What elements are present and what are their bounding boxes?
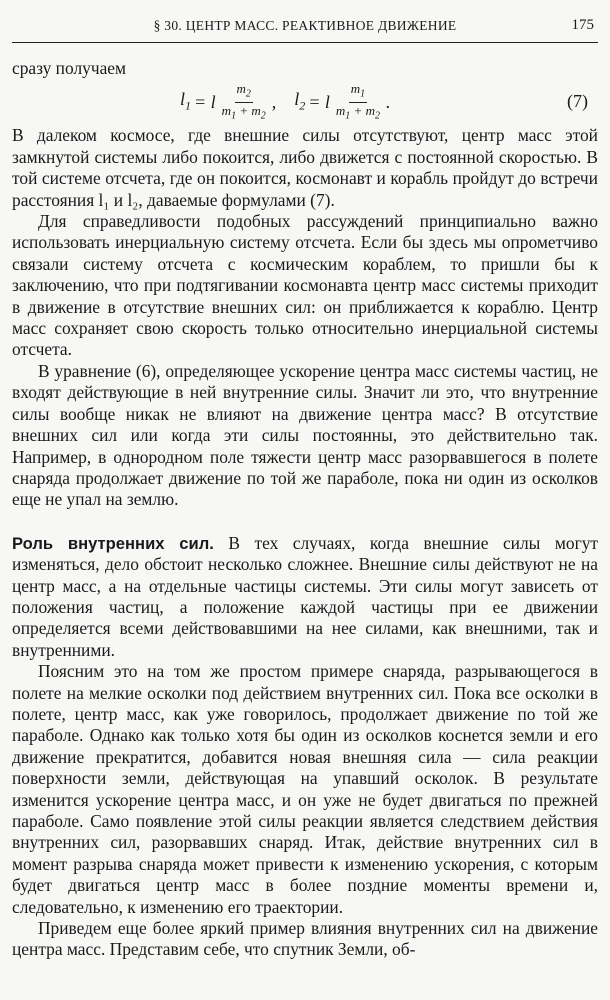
- paragraph: Для справедливости подобных рассуждений принципиально важно использовать инерциальную систему отсчета. Если бы здесь мы опрометчиво связали систему отсчета с космическим кораблем, то пришли бы к заключению, что при подтягивании космонавта центр масс системы приходит в движение в отсутствие внешних сил: он приближается к кораблю. Центр масс сохраняет свою скорость только относительно инерциальной системы отсчета.: [12, 211, 598, 360]
- formula-eq1-rhs: = l: [194, 92, 216, 113]
- equation-7: [12, 81, 598, 125]
- running-header: [12, 12, 598, 43]
- formula: $l_1$ = l $\frac{m_2}{m_1 + m_2}$ , $l_2$ = l $\frac{m_1}{m_1 + m_2}$ .: [180, 81, 390, 124]
- paragraph: В уравнение (6), определяющее ускорение центра масс системы частиц, не входят действующие в ней внутренние силы. Значит ли это, что внутренние силы вообще никак не влияют на движение центра масс? В отсутствие внешних сил или когда эти силы постоянны, это действительно так. Например, в однородном поле тяжести центр масс разорвавшегося в полете снаряда продолжает движение по той же параболе, пока ни один из осколков еще не упал на землю.: [12, 360, 598, 510]
- header-title: § 30. ЦЕНТР МАСС. РЕАКТИВНОЕ ДВИЖЕНИЕ: [153, 18, 457, 33]
- section-heading: Роль внутренних сил.: [12, 533, 214, 553]
- paragraph: В далеком космосе, где внешние силы отсутствуют, центр масс этой замкнутой системы либо покоится, либо движется с постоянной скоростью. В той системе отсчета, где он покоится, космонавт и корабль пройдут до встречи расстояния l₁ и l₂, даваемые формулами (7).: [12, 125, 598, 210]
- formula-l2: $l_2$: [294, 89, 306, 113]
- paragraph: Приведем еще более яркий пример влияния внутренних сил на движение центра масс. Представим себе, что спутник Земли, об-: [12, 918, 598, 960]
- lead-text: сразу получаем: [12, 58, 127, 78]
- page-number: 175: [571, 17, 594, 33]
- formula-eq2-rhs: = l: [308, 92, 330, 113]
- paragraph: Поясним это на том же простом примере снаряда, разрывающегося в полете на мелкие осколки под действием внутренних сил. Пока все осколки в полете, центр масс, как уже говорилось, продолжает движение по той же параболе. Однако как только хотя бы один из осколков коснется земли и его движение прекратится, добавится новая внешняя сила — сила реакции поверхности земли, действующая на упавший осколок. В результате изменится ускорение центра масс, и он уже не будет двигаться по прежней параболе. Само появление этой силы реакции является следствием действия внутренних сил, разорвавших снаряд. Итак, действие внутренних сил в момент разрыва снаряда может привести к изменению ускорения, с которым будет двигаться центр масс в более поздние моменты времени и, следовательно, к изменению его траектории.: [12, 661, 598, 917]
- equation-number: (7): [567, 91, 588, 112]
- page-body: [12, 58, 598, 961]
- formula-fraction-2: $\frac{m_1}{m_1 + m_2}$: [335, 81, 380, 122]
- formula-l1: $l_1$: [180, 89, 192, 113]
- section-paragraph: [12, 533, 598, 661]
- section-text: В тех случаях, когда внешние силы могут изменяться, дело обстоит несколько сложнее. Внешние силы действуют не на центр масс, а на отдельные частицы системы. Эти силы могут зависеть от положения частиц, а положение каждой частицы при ее движении определяется всеми действовавшими на нее силами, как внешними, так и внутренними.: [12, 532, 598, 660]
- formula-fraction-1: $\frac{m_2}{m_1 + m_2}$: [221, 81, 266, 122]
